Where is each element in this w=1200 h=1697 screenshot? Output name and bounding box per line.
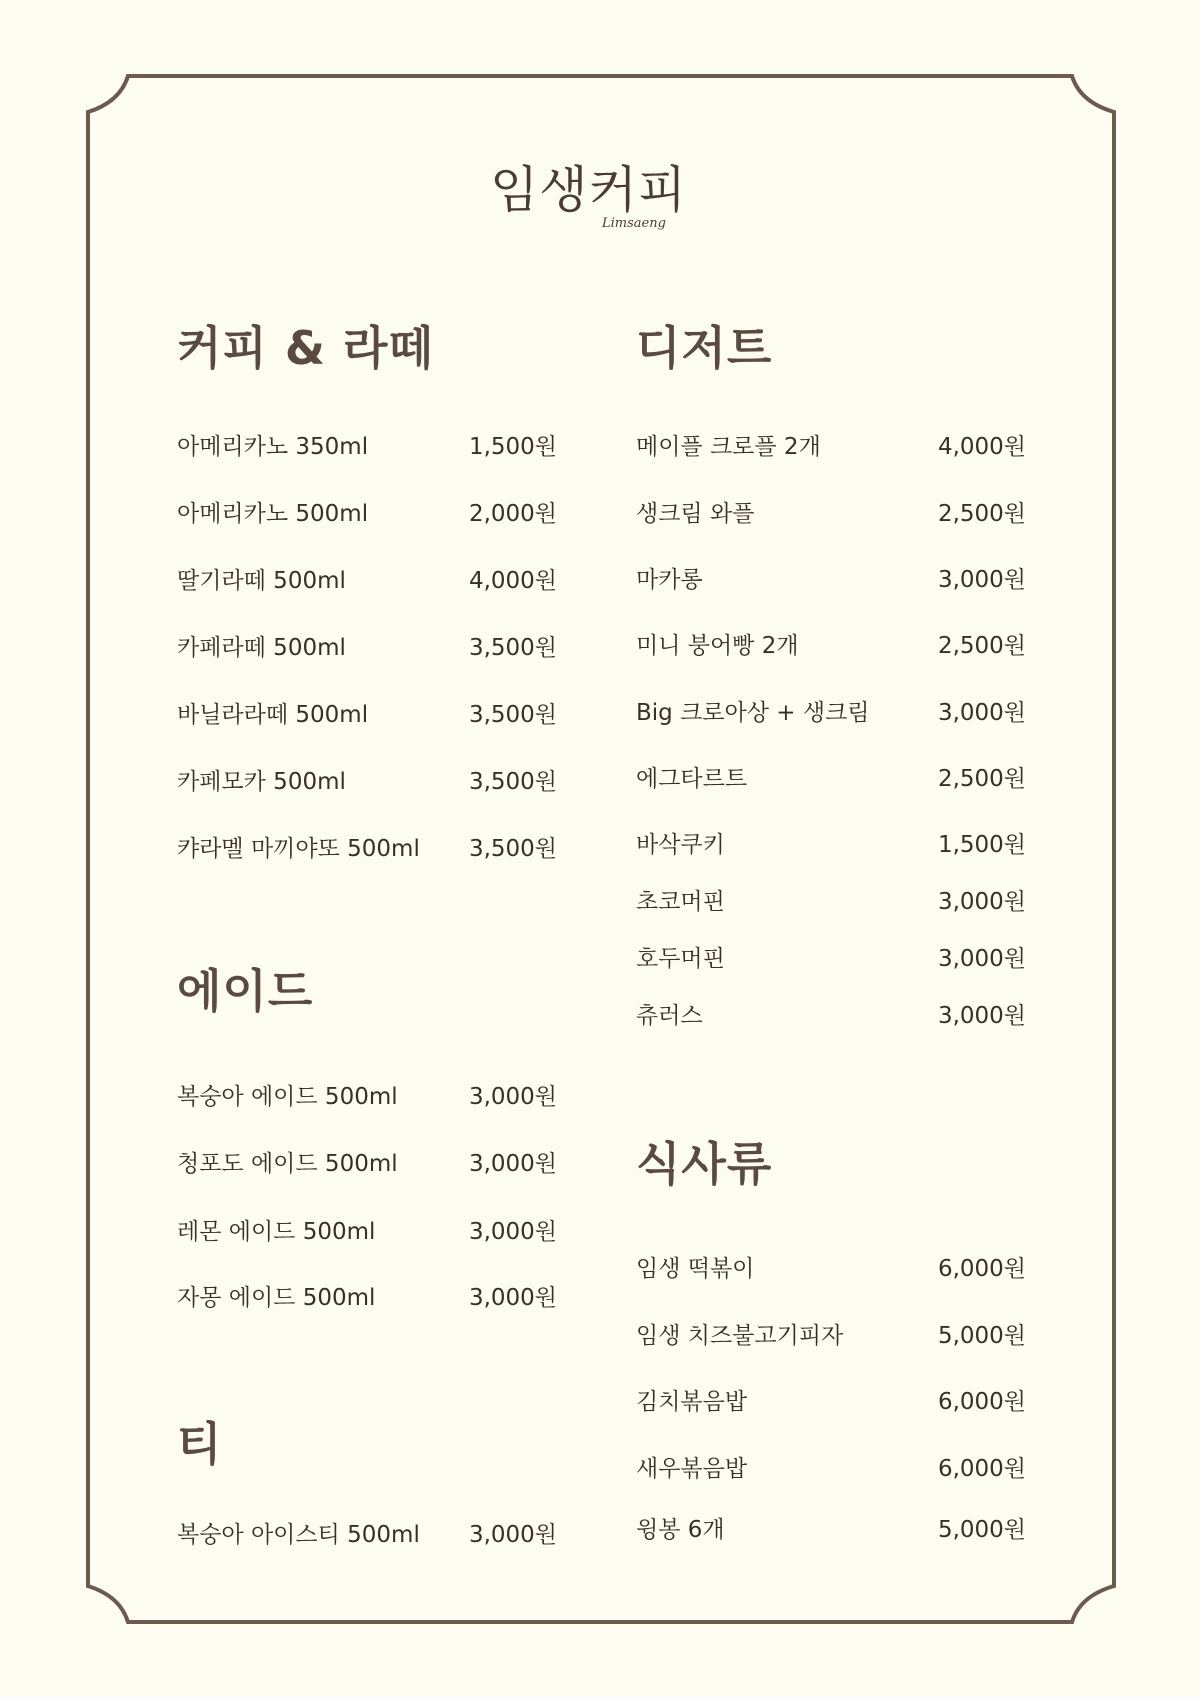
menu-item-price: 3,000원 xyxy=(937,888,1026,915)
menu-item-price: 3,000원 xyxy=(937,945,1026,972)
menu-item-name: 카페라떼 500ml xyxy=(177,634,346,661)
menu-item-name: 복숭아 아이스티 500ml xyxy=(177,1521,420,1548)
menu-item-name: 캬라멜 마끼야또 500ml xyxy=(177,835,420,862)
menu-item-price: 4,000원 xyxy=(468,567,557,594)
menu-item-name: 바닐라라떼 500ml xyxy=(177,701,369,728)
menu-item-name: 바삭쿠키 xyxy=(636,831,725,858)
menu-item xyxy=(177,694,557,730)
menu-item xyxy=(636,559,1026,595)
section-title-ade: 에이드 xyxy=(177,964,314,1018)
menu-item-price: 6,000원 xyxy=(937,1388,1026,1415)
menu-item xyxy=(636,1509,1026,1545)
menu-item-price: 3,000원 xyxy=(468,1083,557,1110)
menu-item xyxy=(636,493,1026,529)
menu-item-price: 3,000원 xyxy=(468,1521,557,1548)
menu-item-name: 카페모카 500ml xyxy=(177,768,346,795)
menu-item-price: 3,500원 xyxy=(468,768,557,795)
section-title-tea: 티 xyxy=(177,1417,223,1471)
menu-item-name: 에그타르트 xyxy=(636,765,748,792)
menu-item-name: 생크림 와플 xyxy=(636,500,755,527)
menu-item-price: 6,000원 xyxy=(937,1455,1026,1482)
menu-item-name: 청포도 에이드 500ml xyxy=(177,1150,398,1177)
menu-item-name: 새우볶음밥 xyxy=(636,1455,748,1482)
menu-item-name: 마카롱 xyxy=(636,566,703,593)
menu-item-price: 4,000원 xyxy=(937,433,1026,460)
menu-item-name: 호두머핀 xyxy=(636,945,725,972)
menu-item-name: 김치볶음밥 xyxy=(636,1388,748,1415)
menu-item-price: 3,000원 xyxy=(468,1218,557,1245)
menu-item xyxy=(636,758,1026,794)
menu-item-price: 3,000원 xyxy=(468,1284,557,1311)
menu-item-price: 3,000원 xyxy=(937,1002,1026,1029)
menu-item xyxy=(177,828,557,864)
menu-item xyxy=(177,1514,557,1550)
menu-item-price: 2,500원 xyxy=(937,632,1026,659)
menu-item xyxy=(636,1448,1026,1484)
menu-item-price: 5,000원 xyxy=(937,1516,1026,1543)
menu-item-name: 레몬 에이드 500ml xyxy=(177,1218,376,1245)
menu-item-name: 복숭아 에이드 500ml xyxy=(177,1083,398,1110)
menu-item-name: 아메리카노 500ml xyxy=(177,500,369,527)
menu-item xyxy=(177,761,557,797)
menu-item xyxy=(636,692,1026,728)
menu-item xyxy=(177,493,557,529)
section-title-dessert: 디저트 xyxy=(636,321,773,375)
section-title-meal: 식사류 xyxy=(636,1137,773,1191)
menu-item-name: 아메리카노 350ml xyxy=(177,433,369,460)
menu-item xyxy=(636,625,1026,661)
menu-item-price: 3,500원 xyxy=(468,835,557,862)
menu-item-price: 5,000원 xyxy=(937,1322,1026,1349)
menu-item-price: 3,000원 xyxy=(468,1150,557,1177)
menu-item xyxy=(636,1248,1026,1284)
menu-item-name: 메이플 크로플 2개 xyxy=(636,433,821,460)
menu-item xyxy=(177,560,557,596)
menu-item-price: 3,000원 xyxy=(937,699,1026,726)
menu-item-name: 딸기라떼 500ml xyxy=(177,567,346,594)
menu-item xyxy=(177,426,557,462)
menu-item-price: 6,000원 xyxy=(937,1255,1026,1282)
menu-item xyxy=(177,1277,557,1313)
section-title-coffee: 커피 & 라떼 xyxy=(177,321,434,375)
menu-item xyxy=(177,627,557,663)
menu-item-price: 3,000원 xyxy=(937,566,1026,593)
logo-subtitle: Limsaeng xyxy=(602,216,666,231)
menu-item-price: 3,500원 xyxy=(468,634,557,661)
menu-item xyxy=(636,995,1026,1031)
menu-item-price: 2,500원 xyxy=(937,500,1026,527)
menu-item xyxy=(636,426,1026,462)
menu-item xyxy=(177,1143,557,1179)
menu-item-name: 윙봉 6개 xyxy=(636,1516,725,1543)
menu-item xyxy=(177,1076,557,1112)
menu-item-price: 1,500원 xyxy=(937,831,1026,858)
menu-item xyxy=(636,938,1026,974)
menu-item-price: 1,500원 xyxy=(468,433,557,460)
menu-item-name: Big 크로아상 + 생크림 xyxy=(636,699,870,726)
menu-item-price: 2,500원 xyxy=(937,765,1026,792)
logo-wordmark: 임생커피 xyxy=(490,161,688,219)
menu-item-name: 임생 치즈불고기피자 xyxy=(636,1322,844,1349)
menu-item xyxy=(636,1381,1026,1417)
menu-item-name: 츄러스 xyxy=(636,1002,703,1029)
menu-item-name: 초코머핀 xyxy=(636,888,725,915)
menu-item-name: 임생 떡볶이 xyxy=(636,1255,755,1282)
menu-item-price: 3,500원 xyxy=(468,701,557,728)
menu-item xyxy=(636,1315,1026,1351)
menu-item-name: 미니 붕어빵 2개 xyxy=(636,632,799,659)
menu-item xyxy=(636,824,1026,860)
menu-item-name: 자몽 에이드 500ml xyxy=(177,1284,376,1311)
brand-logo xyxy=(490,150,710,240)
menu-item xyxy=(636,881,1026,917)
menu-item xyxy=(177,1211,557,1247)
menu-item-price: 2,000원 xyxy=(468,500,557,527)
